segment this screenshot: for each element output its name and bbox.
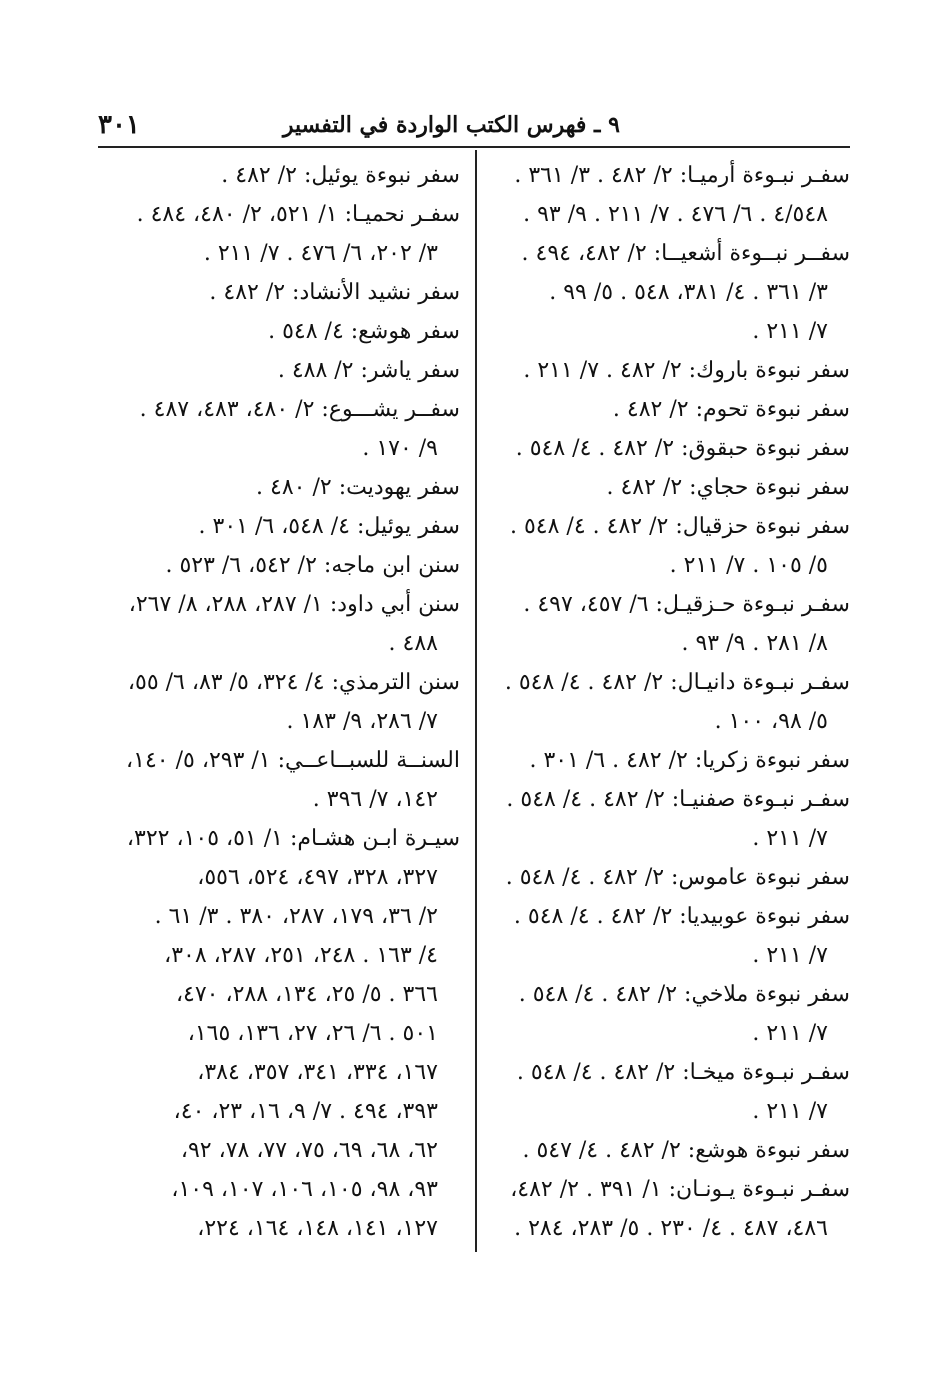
index-entry: سفر يوئيل: ٤/ ٥٤٨، ٦/ ٣٠١ . bbox=[198, 514, 460, 539]
index-entry: سفر يهوديت: ٢/ ٤٨٠ . bbox=[256, 475, 460, 500]
header-rule bbox=[98, 146, 850, 148]
index-entry: سفـر نبـوءة حـزقيـل: ٦/ ٤٥٧، ٤٩٧ . bbox=[523, 592, 850, 617]
index-entry-continuation: ٧/ ٢١١ . bbox=[752, 319, 828, 344]
running-title: ٩ ـ فهرس الكتب الواردة في التفسير bbox=[282, 112, 620, 138]
index-entry: سفر نبوءة حجاي: ٢/ ٤٨٢ . bbox=[606, 475, 850, 500]
index-column-right bbox=[488, 156, 850, 1248]
running-header bbox=[98, 104, 850, 144]
index-entry: سفــر يشـــوع: ٢/ ٤٨٠، ٤٨٣، ٤٨٧ . bbox=[139, 397, 460, 422]
index-entry: سفر نبوءة عوبيديا: ٢/ ٤٨٢ . ٤/ ٥٤٨ . bbox=[513, 904, 850, 929]
index-entry: سفـر نبـوءة أرميـا: ٢/ ٤٨٢ . ٣/ ٣٦١ . bbox=[514, 163, 850, 188]
index-entry: سفـر نبـوءة صفنيـا: ٢/ ٤٨٢ . ٤/ ٥٤٨ . bbox=[506, 787, 850, 812]
index-entry-continuation: ٧/ ٢٨٦، ٩/ ١٨٣ . bbox=[286, 709, 438, 734]
index-entry: سفر نبوءة زكريا: ٢/ ٤٨٢ . ٦/ ٣٠١ . bbox=[529, 748, 850, 773]
index-entry-continuation: ٧/ ٢١١ . bbox=[752, 826, 828, 851]
index-entry: سفر نبوءة يوئيل: ٢/ ٤٨٢ . bbox=[221, 163, 460, 188]
index-entry: سفر نشيد الأنشاد: ٢/ ٤٨٢ . bbox=[209, 280, 460, 305]
index-entry-continuation: ٣/ ٢٠٢، ٦/ ٤٧٦ . ٧/ ٢١١ . bbox=[203, 241, 438, 266]
index-entry: سنن أبي داود: ١/ ٢٨٧، ٢٨٨، ٨/ ٢٦٧، bbox=[128, 592, 460, 617]
index-entry-continuation: ٩٣، ٩٨، ١٠٥، ١٠٦، ١٠٧، ١٠٩، bbox=[171, 1177, 438, 1202]
index-entry-continuation: ٩/ ١٧٠ . bbox=[362, 436, 438, 461]
index-entry: السنــة للسبــاعــي: ١/ ٢٩٣، ٥/ ١٤٠، bbox=[126, 748, 460, 773]
index-entry: سفر نبوءة ملاخي: ٢/ ٤٨٢ . ٤/ ٥٤٨ . bbox=[518, 982, 850, 1007]
index-entry-continuation: ١٢٧، ١٤١، ١٤٨، ١٦٤، ٢٢٤، bbox=[197, 1216, 438, 1241]
index-entry-continuation: ٤٨٨ . bbox=[388, 631, 438, 656]
index-entry: سفر نبوءة باروك: ٢/ ٤٨٢ . ٧/ ٢١١ . bbox=[523, 358, 850, 383]
index-entry-continuation: ٧/ ٢١١ . bbox=[752, 1099, 828, 1124]
index-entry-continuation: ٥/ ٩٨، ١٠٠ . bbox=[714, 709, 828, 734]
index-column-left bbox=[98, 156, 460, 1248]
index-entry-continuation: ٧/ ٢١١ . bbox=[752, 943, 828, 968]
index-entry: سنن الترمذي: ٤/ ٣٢٤، ٥/ ٨٣، ٦/ ٥٥، bbox=[127, 670, 460, 695]
index-entry: سفر نبوءة هوشع: ٢/ ٤٨٢ . ٤/ ٥٤٧ . bbox=[522, 1138, 850, 1163]
index-entry-continuation: ٨/ ٢٨١ . ٩/ ٩٣ . bbox=[681, 631, 828, 656]
index-entry-continuation: ٧/ ٢١١ . bbox=[752, 1021, 828, 1046]
index-entry-continuation: ٣/ ٣٦١ . ٤/ ٣٨١، ٥٤٨ . ٥/ ٩٩ . bbox=[549, 280, 828, 305]
index-entry: سنن ابن ماجه: ٢/ ٥٤٢، ٦/ ٥٢٣ . bbox=[165, 553, 460, 578]
index-entry: سفـر نحميـا: ١/ ٥٢١، ٢/ ٤٨٠، ٤٨٤ . bbox=[136, 202, 460, 227]
page-number: ٣٠١ bbox=[98, 110, 140, 140]
index-entry: سفـر نبـوءة ميخـا: ٢/ ٤٨٢ . ٤/ ٥٤٨ . bbox=[516, 1060, 850, 1085]
column-divider bbox=[475, 150, 477, 1252]
index-entry-continuation: ٣٩٣، ٤٩٤ . ٧/ ٩، ١٦، ٢٣، ٤٠، bbox=[173, 1099, 438, 1124]
index-entry: سفــر نبــوءة أشعيــا: ٢/ ٤٨٢، ٤٩٤ . bbox=[521, 241, 850, 266]
index-entry-continuation: ٤/٥٤٨ . ٦/ ٤٧٦ . ٧/ ٢١١ . ٩/ ٩٣ . bbox=[523, 202, 828, 227]
index-entry-continuation: ٤٨٦، ٤٨٧ . ٤/ ٢٣٠ . ٥/ ٢٨٣، ٢٨٤ . bbox=[514, 1216, 828, 1241]
index-entry: سفر نبوءة حبقوق: ٢/ ٤٨٢ . ٤/ ٥٤٨ . bbox=[515, 436, 850, 461]
index-entry-continuation: ٤/ ١٦٣ . ٢٤٨، ٢٥١، ٢٨٧، ٣٠٨، bbox=[164, 943, 438, 968]
index-entry: سفر نبوءة عاموس: ٢/ ٤٨٢ . ٤/ ٥٤٨ . bbox=[505, 865, 850, 890]
index-entry: سفر نبوءة تحوم: ٢/ ٤٨٢ . bbox=[612, 397, 850, 422]
index-entry-continuation: ١٦٧، ٣٣٤، ٣٤١، ٣٥٧، ٣٨٤، bbox=[197, 1060, 438, 1085]
index-entry: سفـر نبـوءة دانيـال: ٢/ ٤٨٢ . ٤/ ٥٤٨ . bbox=[504, 670, 850, 695]
index-entry-continuation: ٣٢٧، ٣٢٨، ٤٩٧، ٥٢٤، ٥٥٦، bbox=[197, 865, 438, 890]
index-entry-continuation: ٥/ ١٠٥ . ٧/ ٢١١ . bbox=[669, 553, 828, 578]
index-entry-continuation: ٢/ ٣٦، ١٧٩، ٢٨٧، ٣٨٠ . ٣/ ٦١ . bbox=[154, 904, 438, 929]
index-entry-continuation: ٦٢، ٦٨، ٦٩، ٧٥، ٧٧، ٧٨، ٩٢، bbox=[180, 1138, 438, 1163]
index-entry: سفر ياشر: ٢/ ٤٨٨ . bbox=[277, 358, 460, 383]
index-entry-continuation: ٥٠١ . ٦/ ٢٦، ٢٧، ١٣٦، ١٦٥، bbox=[187, 1021, 438, 1046]
index-entry-continuation: ٣٦٦ . ٥/ ٢٥، ١٣٤، ٢٨٨، ٤٧٠، bbox=[175, 982, 438, 1007]
index-entry-continuation: ١٤٢، ٧/ ٣٩٦ . bbox=[312, 787, 438, 812]
index-entry: سيـرة ابـن هشـام: ١/ ٥١، ١٠٥، ٣٢٢، bbox=[126, 826, 460, 851]
index-entry: سفر هوشع: ٤/ ٥٤٨ . bbox=[268, 319, 460, 344]
index-entry: سفـر نبـوءة يـونـان: ١/ ٣٩١ . ٢/ ٤٨٢، bbox=[510, 1177, 850, 1202]
index-entry: سفر نبوءة حزقيال: ٢/ ٤٨٢ . ٤/ ٥٤٨ . bbox=[509, 514, 850, 539]
